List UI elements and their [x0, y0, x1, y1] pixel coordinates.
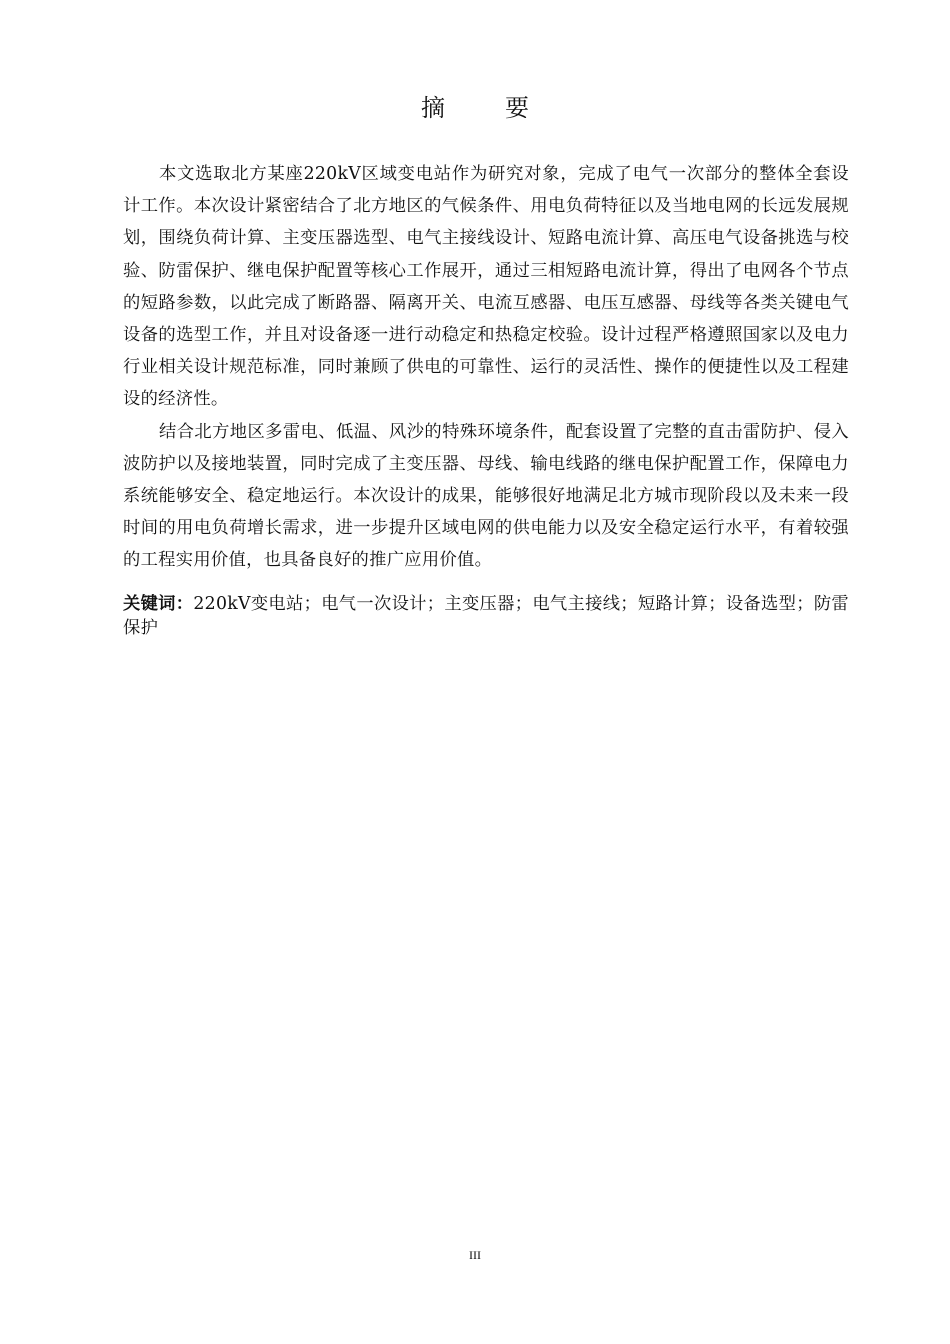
keywords-value: 220kV变电站；电气一次设计；主变压器；电气主接线；短路计算；设备选型；防雷保护 [123, 594, 849, 638]
abstract-paragraph-1: 本文选取北方某座220kV区域变电站作为研究对象，完成了电气一次部分的整体全套设计工作。本次设计紧密结合了北方地区的气候条件、用电负荷特征以及当地电网的长远发展规划，围绕负荷计算、主变压器选型、电气主接线设计、短路电流计算、高压电气设备挑选与校验、防雷保护、继电保护配置等核心工作展开，通过三相短路电流计算，得出了电网各个节点的短路参数，以此完成了断路器、隔离开关、电流互感器、电压互感器、母线等各类关键电气设备的选型工作，并且对设备逐一进行动稳定和热稳定校验。设计过程严格遵照国家以及电力行业相关设计规范标准，同时兼顾了供电的可靠性、运行的灵活性、操作的便捷性以及工程建设的经济性。 [123, 164, 849, 410]
page-number: III [469, 1248, 481, 1262]
keywords-label: 关键词： [123, 594, 194, 614]
abstract-body [123, 158, 849, 577]
page-title: 摘 要 [421, 94, 547, 122]
keywords-block [123, 592, 849, 640]
abstract-paragraph-2: 结合北方地区多雷电、低温、风沙的特殊环境条件，配套设置了完整的直击雷防护、侵入波防护以及接地装置，同时完成了主变压器、母线、输电线路的继电保护配置工作，保障电力系统能够安全、稳定地运行。本次设计的成果，能够很好地满足北方城市现阶段以及未来一段时间的用电负荷增长需求，进一步提升区域电网的供电能力以及安全稳定运行水平，有着较强的工程实用价值，也具备良好的推广应用价值。 [123, 421, 849, 571]
